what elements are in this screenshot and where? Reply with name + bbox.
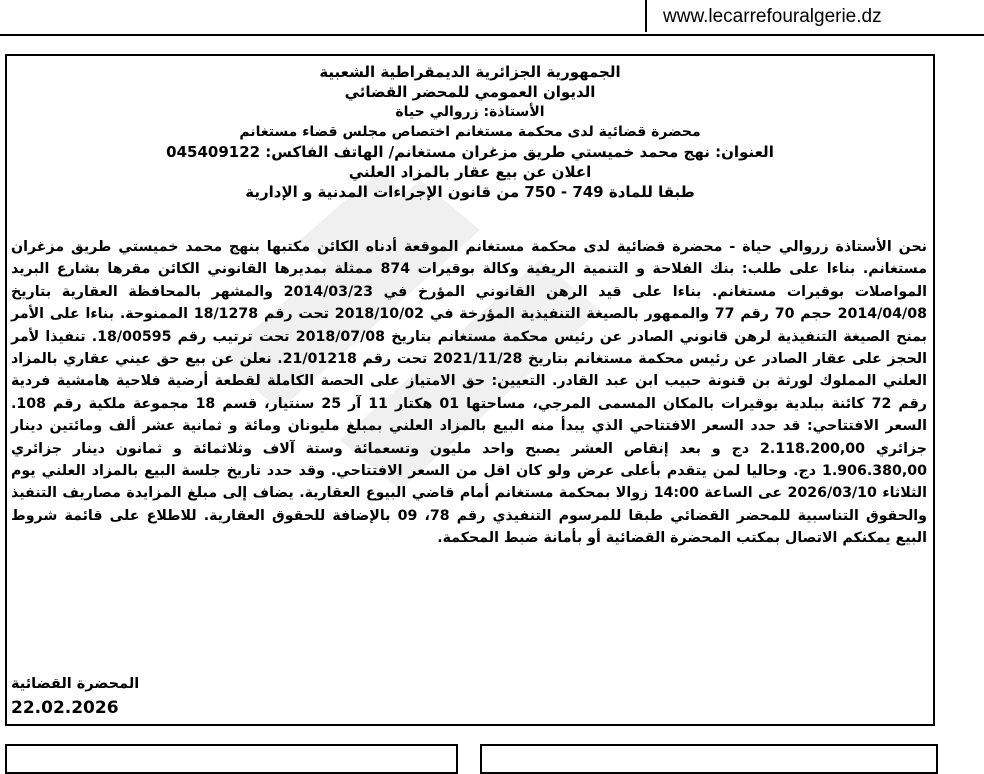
page-header bbox=[0, 0, 984, 38]
header-divider bbox=[645, 0, 647, 32]
header-rule bbox=[0, 34, 984, 36]
heading-address: العنوان: نهج محمد خميستي طريق مزغران مستغانم/ الهاتف الفاكس: 045409122 bbox=[166, 143, 774, 161]
notice-heading bbox=[7, 62, 933, 202]
heading-bailiff-name: الأستاذة: زروالي حياة bbox=[395, 104, 545, 120]
heading-announcement: اعلان عن بيع عقار بالمزاد العلني bbox=[348, 163, 592, 181]
heading-republic: الجمهورية الجزائرية الديمقراطية الشعبية bbox=[319, 63, 621, 81]
heading-legal-basis: طبقا للمادة 749 - 750 من قانون الإجراءات المدنية و الإدارية bbox=[245, 183, 695, 201]
next-notice-frame-left bbox=[5, 744, 458, 774]
next-notice-frame-right bbox=[480, 744, 938, 774]
notice-body: نحن الأستاذة زروالي حياة - محضرة قضائية لدى محكمة مستغانم الموقعة أدناه الكائن مكتبها بنهج محمد خميستي طريق مزغران مستغانم. بناءا على طلب: بنك الفلاحة و التنمية الريفية وكالة بوقيرات 874 ممثلة بمديرها القانوني الكائن مقرها بشارع البريد المواصلات بوقيرات مستغانم. بناءا على قيد الرهن القانوني المؤرخ في 2014/03/23 والمشهر بالمحافظة العقارية بتاريخ 2014/04/08 حجم 70 رقم 77 والممهور بالصيغة التنفيذية المؤرخة في 2018/10/02 تحت رقم 18/1278 الممنوحة. بناءا على الأمر بمنح الصيغة التنفيذية لرهن قانوني الصادر عن رئيس محكمة مستغانم بتاريخ 2018/07/08 تحت ترتيب رقم 18/00595. تنفيذا لأمر الحجز على عقار الصادر عن رئيس محكمة مستغانم بتاريخ 2021/11/28 تحت رقم 21/01218. نعلن عن بيع حق عيني عقاري بالمزاد العلني المملوك لورثة بن قنونة حبيب ابن عبد القادر. التعيين: حق الامتياز على الحصة الكاملة لقطعة أرضية فلاحية هامشية فردية رقم 72 كائنة ببلدية بوقيرات بالمكان المسمى المرجي، مساحتها 01 هكتار 11 آر 25 سنتيار، قسم 18 مجموعة ملكية رقم 108. السعر الافتتاحي: قد حدد السعر الافتتاحي الذي يبدأ منه البيع بالمزاد العلني بمبلغ مليونان ومائة و ثمانية عشر ألف ومائتين دينار جزائري 2.118.200,00 دج و بعد إنقاص العشر يصبح واحد مليون وتسعمائة وستة آلاف وثلاثمائة و ثمانون دينار جزائري 1.906.380,00 دج. وحاليا لمن يتقدم بأعلى عرض ولو كان اقل من السعر الافتتاحي. وقد حدد تاريخ جلسة البيع بالمزاد العلني يوم الثلاثاء 2026/03/10 عى الساعة 14:00 زوالا بمحكمة مستغانم أمام قاضي البيوع العقارية. يضاف إلى مبلغ المزايدة مصاريف التنفيذ والحقوق التناسبية للمحضر القضائي طبقا للمرسوم التنفيذي رقم 78، 09 بالإضافة للحقوق العقارية. للاطلاع على قائمة شروط البيع يمكنكم الاتصال بمكتب المحضرة القضائية أو بأمانة ضبط المحكمة. bbox=[11, 239, 928, 547]
heading-jurisdiction: محضرة قضائية لدى محكمة مستغانم اختصاص مجلس قضاء مستغانم bbox=[239, 124, 701, 140]
signature-label: المحضرة القضائية bbox=[11, 676, 140, 692]
heading-office: الديوان العمومي للمحضر القضائي bbox=[344, 83, 596, 101]
notice-date: 22.02.2026 bbox=[11, 698, 119, 718]
site-url: www.lecarrefouralgerie.dz bbox=[663, 6, 882, 27]
legal-notice bbox=[5, 54, 935, 726]
